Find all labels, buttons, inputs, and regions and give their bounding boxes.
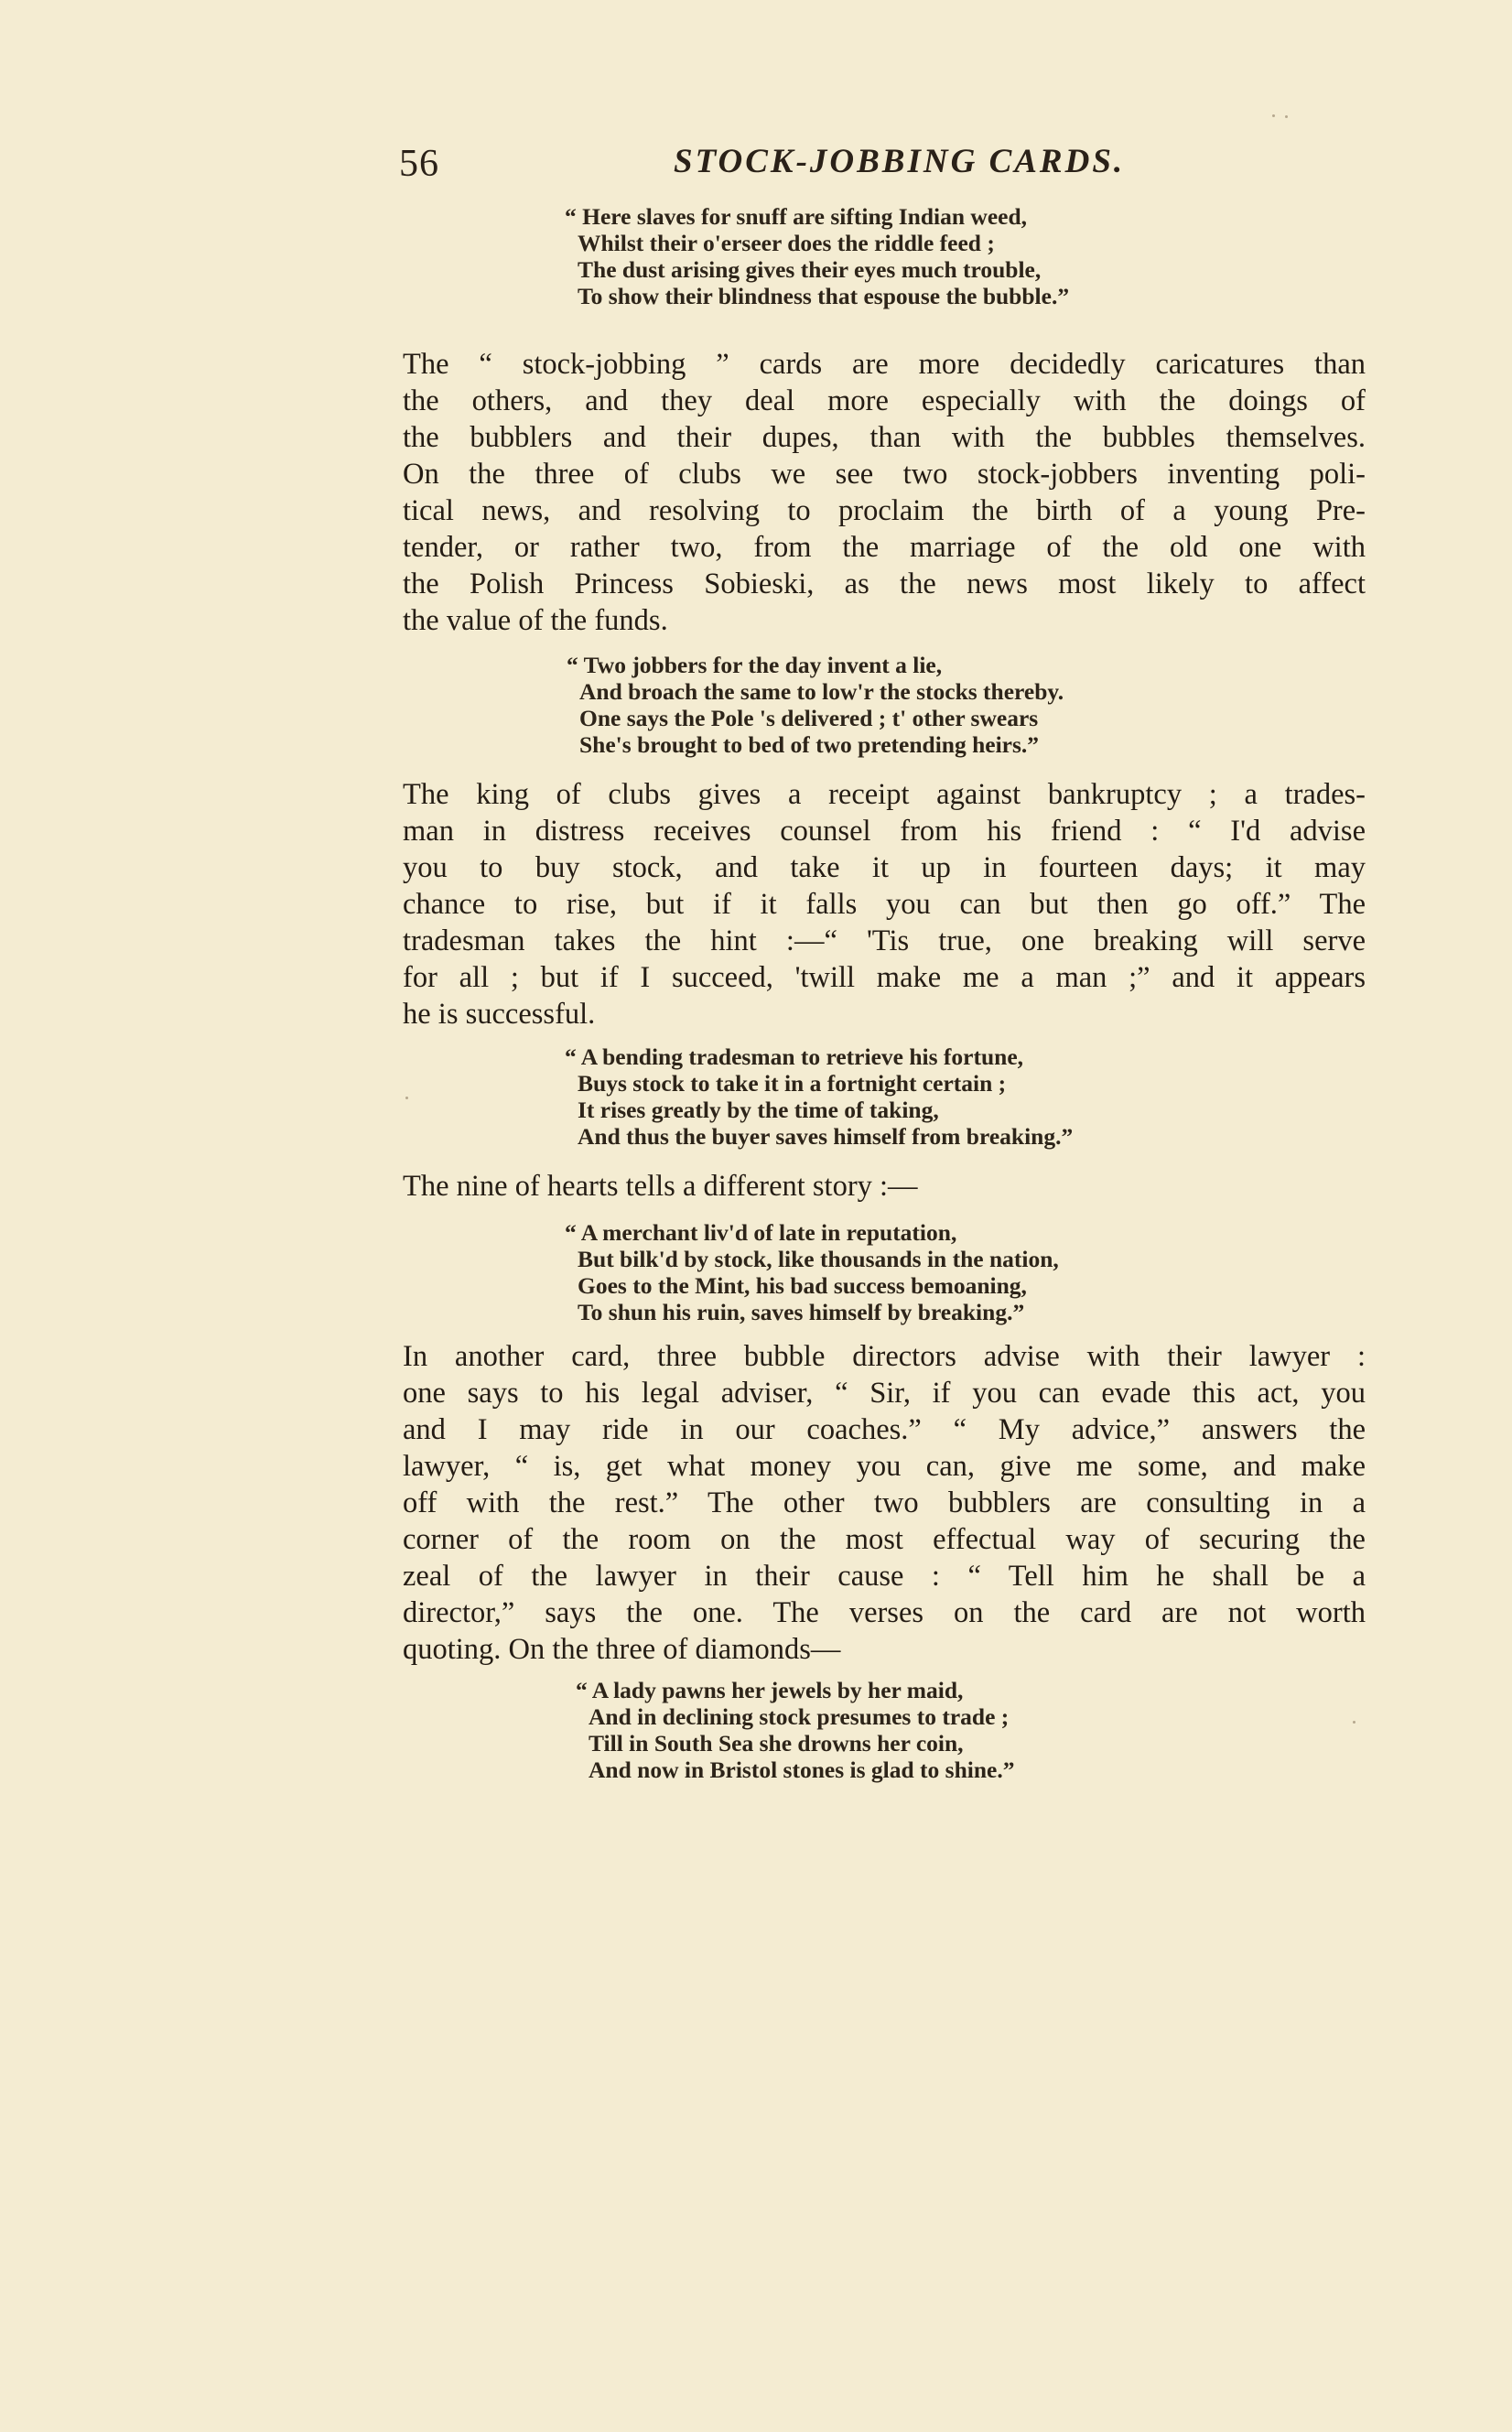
text-line: On the three of clubs we see two stock-jobbers inventing poli- xyxy=(403,458,1366,491)
text-line: man in distress receives counsel from his friend : “ I'd advise xyxy=(403,815,1366,848)
text-line: In another card, three bubble directors advise with their lawyer : xyxy=(403,1340,1366,1373)
text-line: The nine of hearts tells a different story :— xyxy=(403,1170,918,1203)
paragraph-nine-of-hearts xyxy=(403,1168,1366,1205)
verse-line: And broach the same to low'r the stocks thereby. xyxy=(579,678,1064,705)
verse-snuff xyxy=(565,203,1070,309)
text-line: director,” says the one. The verses on the card are not worth xyxy=(403,1596,1366,1629)
running-head: STOCK-JOBBING CARDS. xyxy=(674,143,1126,180)
verse-line: And now in Bristol stones is glad to shine.” xyxy=(589,1756,1015,1783)
paragraph-bubble-directors xyxy=(403,1338,1366,1668)
text-line: tical news, and resolving to proclaim the birth of a young Pre- xyxy=(403,494,1366,527)
text-line: tradesman takes the hint :—“ 'Tis true, one breaking will serve xyxy=(403,924,1366,957)
verse-tradesman xyxy=(565,1043,1074,1150)
verse-line: To show their blindness that espouse the bubble.” xyxy=(578,283,1070,309)
text-line: for all ; but if I succeed, 'twill make me a man ;” and it appears xyxy=(403,961,1366,994)
verse-line: To shun his ruin, saves himself by breaking.” xyxy=(578,1299,1025,1325)
text-line: The “ stock-jobbing ” cards are more decidedly caricatures than xyxy=(403,348,1366,381)
verse-line: Goes to the Mint, his bad success bemoaning, xyxy=(578,1272,1027,1299)
text-line: the value of the funds. xyxy=(403,604,668,637)
page-number: 56 xyxy=(399,143,439,185)
verse-line: “ A lady pawns her jewels by her maid, xyxy=(576,1677,964,1703)
verse-line: One says the Pole 's delivered ; t' other swears xyxy=(579,705,1039,731)
text-line: zeal of the lawyer in their cause : “ Tell him he shall be a xyxy=(403,1560,1366,1593)
verse-lady xyxy=(576,1677,1015,1783)
verse-line: And thus the buyer saves himself from breaking.” xyxy=(578,1123,1074,1150)
verse-line: It rises greatly by the time of taking, xyxy=(578,1097,939,1123)
verse-line: “ Two jobbers for the day invent a lie, xyxy=(567,652,943,678)
verse-line: “ Here slaves for snuff are sifting Indian weed, xyxy=(565,203,1028,230)
verse-line: “ A merchant liv'd of late in reputation, xyxy=(565,1219,957,1246)
verse-line: But bilk'd by stock, like thousands in the nation, xyxy=(578,1246,1059,1272)
verse-line: And in declining stock presumes to trade ; xyxy=(589,1703,1010,1730)
paper-speck xyxy=(1272,114,1275,117)
paper-speck xyxy=(1353,1721,1355,1724)
text-line: tender, or rather two, from the marriage of the old one with xyxy=(403,531,1366,564)
verse-jobbers xyxy=(567,652,1064,758)
text-line: off with the rest.” The other two bubblers are consulting in a xyxy=(403,1486,1366,1519)
text-line: the others, and they deal more especially with the doings of xyxy=(403,384,1366,417)
verse-line: She's brought to bed of two pretending heirs.” xyxy=(579,731,1040,758)
page-header xyxy=(399,142,1360,188)
text-line: corner of the room on the most effectual way of securing the xyxy=(403,1523,1366,1556)
text-line: the bubblers and their dupes, than with the bubbles themselves. xyxy=(403,421,1366,454)
verse-line: Till in South Sea she drowns her coin, xyxy=(589,1730,964,1756)
text-line: The king of clubs gives a receipt against bankruptcy ; a trades- xyxy=(403,778,1366,811)
paper-speck xyxy=(1285,115,1288,118)
verse-line: Whilst their o'erseer does the riddle feed ; xyxy=(578,230,995,256)
text-line: and I may ride in our coaches.” “ My advice,” answers the xyxy=(403,1413,1366,1446)
paper-speck xyxy=(405,1097,408,1099)
verse-line: The dust arising gives their eyes much trouble, xyxy=(578,256,1042,283)
text-line: lawyer, “ is, get what money you can, give me some, and make xyxy=(403,1450,1366,1483)
text-line: you to buy stock, and take it up in fourteen days; it may xyxy=(403,851,1366,884)
paragraph-king-of-clubs xyxy=(403,776,1366,1032)
text-line: the Polish Princess Sobieski, as the news most likely to affect xyxy=(403,567,1366,600)
text-line: chance to rise, but if it falls you can but then go off.” The xyxy=(403,888,1366,921)
verse-merchant xyxy=(565,1219,1059,1325)
paragraph-stock-jobbing xyxy=(403,346,1366,639)
verse-line: “ A bending tradesman to retrieve his fortune, xyxy=(565,1043,1024,1070)
verse-line: Buys stock to take it in a fortnight certain ; xyxy=(578,1070,1007,1097)
text-line: quoting. On the three of diamonds— xyxy=(403,1633,841,1666)
text-line: one says to his legal adviser, “ Sir, if you can evade this act, you xyxy=(403,1377,1366,1410)
text-line: he is successful. xyxy=(403,998,596,1031)
